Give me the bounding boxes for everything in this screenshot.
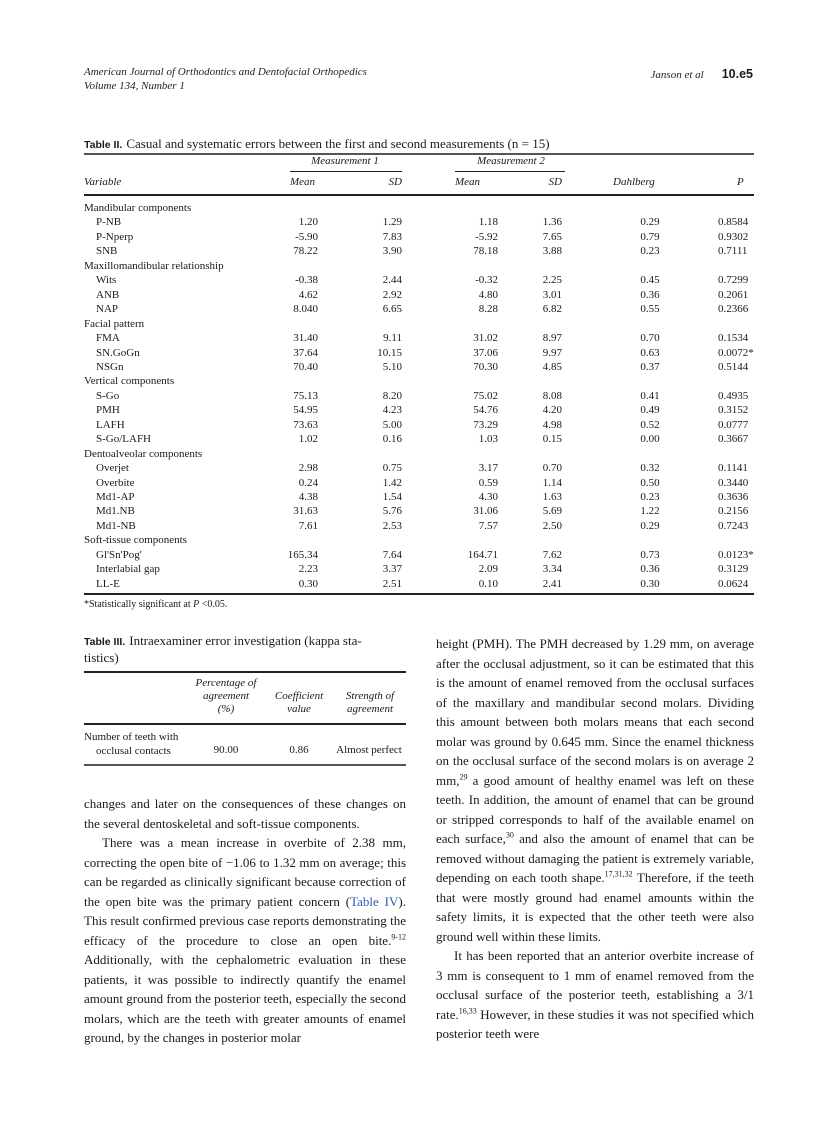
table2-cell-dahlberg: 0.49 <box>640 404 660 417</box>
table2-cell-dahlberg: 0.23 <box>640 491 660 503</box>
table2-cell-p: 0.1534 <box>718 332 749 345</box>
table2-cell-sd2: 2.50 <box>542 519 562 532</box>
table2-cell-p: 0.7111 <box>718 245 748 258</box>
table3-caption-line1: Intraexaminer error investigation (kappa sta- <box>129 633 362 648</box>
p2-text-b: ). This result confirmed previous case reports demonstrating the efficacy of the procedure to close an open bite. <box>84 893 406 948</box>
table2-group-m1: Measurement 1 <box>311 155 379 167</box>
table2-cell-mean1: 37.64 <box>293 346 318 359</box>
table2-variable: NAP <box>96 303 119 316</box>
table2-cell-sd2: 3.01 <box>542 288 562 301</box>
table2-variable: SNB <box>96 245 118 258</box>
citation-29[interactable]: 29 <box>459 772 468 782</box>
row-label-line2: occlusal contacts <box>96 745 171 757</box>
table2-group-m1-rule <box>290 171 402 172</box>
pct-line1: Percentage of <box>195 677 257 689</box>
table2-cell-dahlberg: 0.52 <box>640 418 660 431</box>
table2-cell-mean2: 1.03 <box>478 433 498 446</box>
table2-cell-sd2: 4.85 <box>542 360 562 373</box>
col-header-variable: Variable <box>84 176 122 188</box>
table2-cell-sd1: 10.15 <box>377 346 402 359</box>
table2-cell-sd1: 6.65 <box>382 303 402 316</box>
table2-group-m2: Measurement 2 <box>477 155 545 167</box>
table2-cell-p: 0.8584 <box>718 216 749 229</box>
table2-cell-sd1: 4.23 <box>382 404 402 417</box>
table2-cell-sd1: 1.29 <box>382 216 402 229</box>
right-column-text <box>436 634 754 1044</box>
table2-cell-mean1: 31.63 <box>293 505 318 518</box>
table2-cell-p: 0.3636 <box>718 491 749 503</box>
table2-cell-mean2: 164.71 <box>467 548 498 561</box>
table2-cell-sd2: 8.08 <box>542 389 562 402</box>
table2-cell-dahlberg: 0.30 <box>640 577 660 590</box>
table2-cell-sd2: 0.15 <box>542 433 562 446</box>
table2-cell-sd1: 2.53 <box>382 519 402 532</box>
table2-cell-sd2: 7.65 <box>542 230 562 243</box>
table2-cell-sd1: 2.51 <box>382 577 402 590</box>
table2-cell-dahlberg: 0.70 <box>640 332 660 345</box>
table2-variable: Md1-AP <box>96 491 135 503</box>
table-iv-link[interactable]: Table IV <box>350 893 399 909</box>
table2-footnote <box>84 599 227 610</box>
citation-16-33[interactable]: 16,33 <box>458 1006 477 1016</box>
table2-cell-mean1: 73.63 <box>293 418 318 431</box>
table2-cell-mean1: -0.38 <box>295 274 318 287</box>
table2-cell-p: 0.9302 <box>718 230 749 243</box>
table2-variable: NSGn <box>96 360 124 373</box>
table2-cell-dahlberg: 0.29 <box>640 519 660 532</box>
strength-line2: agreement <box>346 703 394 715</box>
table2-cell-mean2: 54.76 <box>473 404 498 417</box>
table2-cell-p: 0.0123* <box>718 548 754 561</box>
table2-variable: P-NB <box>96 216 122 229</box>
table2-cell-mean1: 1.20 <box>298 216 318 229</box>
table3-top-rule <box>84 671 406 673</box>
table2-variable: Overjet <box>96 462 129 475</box>
page-number: 10.e5 <box>721 67 753 81</box>
table2-group-label: Maxillomandibular relationship <box>84 259 224 272</box>
table2-cell-mean2: 4.80 <box>478 288 498 301</box>
table2-top-rule <box>84 153 754 155</box>
table2-cell-mean1: 70.40 <box>293 360 318 373</box>
table2-cell-p: 0.1141 <box>718 462 748 475</box>
table3-header-rule <box>84 723 406 725</box>
table3-strength-value: Almost perfect <box>336 744 402 756</box>
row-label-line1: Number of teeth with <box>84 731 179 743</box>
coef-line2: value <box>287 703 311 715</box>
table2-cell-sd1: 7.83 <box>382 230 402 243</box>
table2-group-label: Vertical components <box>84 375 175 388</box>
rp1-text-b: a good amount of healthy enamel was left on these teeth. In addition, the amount of enamel that can be ground or stripped corresponds to half of the available enamel on each surface, <box>436 772 754 846</box>
footnote-text: *Statistically significant at <box>84 599 194 610</box>
table2-cell-mean2: -5.92 <box>475 230 498 243</box>
table2-cell-p: 0.3129 <box>718 563 749 576</box>
col-header-dahlberg: Dahlberg <box>613 176 655 188</box>
table2-cell-sd2: 1.36 <box>542 216 562 229</box>
table2-cell-p: 0.3152 <box>718 404 749 417</box>
table2-variable: PMH <box>96 404 120 417</box>
rp1-text-d: Therefore, if the teeth that were mostly ground had enamel amounts within the safety limits, it is expected that the other teeth were also ground well within these limits. <box>436 870 754 944</box>
table2-cell-sd2: 6.82 <box>542 303 562 316</box>
table2-cell-sd1: 3.37 <box>382 563 402 576</box>
table3-bottom-rule <box>84 764 406 766</box>
table2-cell-mean2: 78.18 <box>473 245 498 258</box>
table3-caption <box>84 633 410 666</box>
table2-cell-sd2: 0.70 <box>542 462 562 475</box>
table2-cell-sd1: 2.92 <box>382 288 402 301</box>
table2-cell-dahlberg: 0.00 <box>640 433 660 446</box>
table2-cell-mean2: 8.28 <box>478 303 498 316</box>
table2-cell-p: 0.0777 <box>718 418 749 431</box>
coef-line1: Coefficient <box>274 690 324 702</box>
table2-cell-sd2: 3.88 <box>542 245 562 258</box>
table3-pct-value: 90.00 <box>213 744 239 756</box>
table2-cell-dahlberg: 0.79 <box>640 230 660 243</box>
table2-cell-p: 0.3667 <box>718 433 749 446</box>
table2-cell-sd1: 5.10 <box>382 360 402 373</box>
table2-cell-dahlberg: 0.32 <box>640 462 660 475</box>
table2-cell-dahlberg: 0.55 <box>640 303 660 316</box>
pct-line2: agreement <box>202 690 250 702</box>
table2-cell-mean1: 4.62 <box>298 288 318 301</box>
table2-group-label: Facial pattern <box>84 317 145 330</box>
table2-cell-mean2: 2.09 <box>478 563 498 576</box>
table2-cell-p: 0.7243 <box>718 519 749 532</box>
table2-cell-mean2: 0.10 <box>478 577 498 590</box>
rp2-text-a: It has been reported that an anterior overbite increase of 3 mm is consequent to 1 mm of enamel removed from the occlusal surface of the posterior teeth, establishing a 3/1 rate. <box>436 948 754 1022</box>
table2-caption-text: Casual and systematic errors between the first and second measurements (n = 15) <box>126 136 550 151</box>
strength-line1: Strength of <box>345 690 395 702</box>
table2-cell-mean2: 4.30 <box>478 491 498 503</box>
table2-cell-mean2: 75.02 <box>473 389 498 402</box>
table2-label: Table II. <box>84 139 123 151</box>
table2-variable: S-Go <box>96 389 120 402</box>
table2-cell-sd1: 2.44 <box>382 274 402 287</box>
p2-text-a: There was a mean increase in overbite of 2.38 mm, correcting the open bite of −1.06 to 1.32 mm on average; this can be regarded as clinically significant because correction of the open bite was the primary patient concern ( <box>84 835 406 909</box>
left-column-text <box>84 794 406 1048</box>
table2-variable: Overbite <box>96 476 135 489</box>
table2-cell-mean1: 4.38 <box>298 491 318 503</box>
col-header-p: P <box>737 176 744 188</box>
table2-cell-mean1: 0.30 <box>298 577 318 590</box>
table2-caption <box>84 135 550 153</box>
table2-cell-sd2: 4.98 <box>542 418 562 431</box>
col-header-sd1: SD <box>388 176 402 188</box>
table2-cell-p: 0.0624 <box>718 577 749 590</box>
table2-cell-mean1: 2.98 <box>298 462 318 475</box>
col-header-sd2: SD <box>548 176 562 188</box>
table2-cell-sd2: 8.97 <box>542 332 562 345</box>
table2-cell-mean2: 1.18 <box>478 216 498 229</box>
table2-cell-sd1: 7.64 <box>382 548 402 561</box>
table2-cell-sd2: 5.69 <box>542 505 562 518</box>
table3-caption-line2: tistics) <box>84 650 119 665</box>
table2-cell-dahlberg: 0.36 <box>640 563 660 576</box>
table2-cell-mean2: 37.06 <box>473 346 498 359</box>
footnote-suffix: <0.05. <box>199 599 228 610</box>
table2-cell-dahlberg: 0.29 <box>640 216 660 229</box>
table2-cell-p: 0.3440 <box>718 476 749 489</box>
table2-cell-mean1: 8.040 <box>293 303 318 316</box>
table2-cell-sd2: 1.63 <box>542 491 562 503</box>
table2-cell-mean1: 165.34 <box>287 548 318 561</box>
table2-cell-sd1: 8.20 <box>382 389 402 402</box>
table2-cell-sd1: 5.00 <box>382 418 402 431</box>
table2-cell-mean2: 31.02 <box>473 332 498 345</box>
table2-cell-p: 0.5144 <box>718 360 749 373</box>
table3-coef-value: 0.86 <box>289 744 309 756</box>
table3-col-pct <box>186 677 266 716</box>
col-header-mean2: Mean <box>455 176 481 188</box>
table2-group-m2-rule <box>455 171 565 172</box>
right-paragraph-2 <box>436 946 754 1044</box>
table2-variable: LAFH <box>96 418 125 431</box>
table2-cell-dahlberg: 0.50 <box>640 476 660 489</box>
table2-cell-sd2: 3.34 <box>542 563 562 576</box>
rp2-text-b: However, in these studies it was not specified which posterior teeth were <box>436 1006 754 1041</box>
right-paragraph-1 <box>436 634 754 946</box>
authors: Janson et al <box>650 69 704 81</box>
table2-cell-sd1: 5.76 <box>382 505 402 518</box>
table2-cell-p: 0.0072* <box>718 346 754 359</box>
table2-cell-mean2: 7.57 <box>478 519 498 532</box>
table3-col-strength <box>334 690 406 716</box>
col-header-mean1: Mean <box>290 176 316 188</box>
p2-text-c: Additionally, with the cephalometric evaluation in these patients, it was possible to indirectly quantify the enamel amount ground from the posterior teeth, especially the second molars, which are the teeth with greater amounts of enamel ground, by the changes in posterior molar <box>84 952 406 1045</box>
table2-variable: S-Go/LAFH <box>96 433 152 446</box>
table2-variable: P-Nperp <box>96 230 134 243</box>
table2-variable: SN.GoGn <box>96 346 140 359</box>
pct-line3: (%) <box>217 703 235 715</box>
table2-cell-dahlberg: 0.73 <box>640 548 660 561</box>
table2-cell-mean2: 3.17 <box>478 462 498 475</box>
table2-variable: ANB <box>96 288 120 301</box>
table2-bottom-rule <box>84 593 754 595</box>
table2-cell-sd1: 3.90 <box>382 245 402 258</box>
table2-cell-mean2: 73.29 <box>473 418 498 431</box>
page-header-right <box>651 65 753 83</box>
table2-cell-dahlberg: 0.36 <box>640 288 660 301</box>
table2-cell-sd2: 4.20 <box>542 404 562 417</box>
table2-cell-sd2: 2.25 <box>542 274 562 287</box>
table2-cell-sd2: 2.41 <box>542 577 562 590</box>
table2-variable: Md1.NB <box>96 505 135 518</box>
footnote-p: P <box>193 599 200 610</box>
table2-cell-sd2: 1.14 <box>542 476 562 489</box>
citation-17-31-32[interactable]: 17,31,32 <box>604 869 633 879</box>
table2-cell-p: 0.2366 <box>718 303 749 316</box>
table2-variable: FMA <box>96 332 120 345</box>
left-paragraph-1: changes and later on the consequences of these changes on the several dentoskeletal and soft-tissue components. <box>84 796 406 831</box>
table2-cell-mean2: 70.30 <box>473 360 498 373</box>
table2-variable: Gl'Sn'Pog' <box>96 548 142 561</box>
table2-cell-dahlberg: 1.22 <box>640 505 660 518</box>
table2-cell-mean1: -5.90 <box>295 230 318 243</box>
table2-cell-sd1: 9.11 <box>383 332 402 345</box>
table2-cell-p: 0.2156 <box>718 505 749 518</box>
table2-variable: Interlabial gap <box>96 563 160 576</box>
table2-cell-dahlberg: 0.41 <box>640 389 660 402</box>
table2-cell-dahlberg: 0.63 <box>640 346 660 359</box>
citation-9-12[interactable]: 9-12 <box>391 932 406 942</box>
table2-cell-sd1: 0.75 <box>382 462 402 475</box>
table2-variable: Wits <box>96 274 117 287</box>
table2-variable: Md1-NB <box>96 519 136 532</box>
table2-cell-mean1: 54.95 <box>293 404 318 417</box>
table2-cell-mean1: 78.22 <box>293 245 318 258</box>
table2-cell-mean1: 31.40 <box>293 332 318 345</box>
table2-group-label: Mandibular components <box>84 202 192 214</box>
table2-cell-mean1: 75.13 <box>293 389 318 402</box>
table3-row-label <box>84 730 178 758</box>
table2-cell-p: 0.4935 <box>718 389 749 402</box>
table2-cell-sd2: 9.97 <box>542 346 562 359</box>
table3-label: Table III. <box>84 636 126 648</box>
table2-cell-mean2: 31.06 <box>473 505 498 518</box>
table2-cell-p: 0.2061 <box>718 288 749 301</box>
table2-cell-sd1: 0.16 <box>382 433 402 446</box>
left-paragraph-2 <box>84 833 406 1048</box>
table2-cell-mean1: 2.23 <box>298 563 318 576</box>
rp1-text-c: and also the amount of enamel that can be removed without damaging the patient is extremely variable, depending on each tooth shape. <box>436 831 754 885</box>
volume-info: Volume 134, Number 1 <box>84 80 185 92</box>
table2-cell-mean2: 0.59 <box>478 476 498 489</box>
table2-cell-p: 0.7299 <box>718 274 749 287</box>
rp1-text-a: height (PMH). The PMH decreased by 1.29 mm, on average after the occlusal adjustment, so it can be estimated that this is the amount of enamel removed from the occlusal surfaces of the maxillary and mandibular second molars. Dividing this amount between both molars means that each second molar was ground by 0.645 mm. Since the enamel thickness on the occlusal surface of the second molars is on average 2 mm, <box>436 636 754 788</box>
table2-group-label: Dentoalveolar components <box>84 447 203 460</box>
table2-header-rule <box>84 194 754 196</box>
table2-variable: LL-E <box>96 577 120 590</box>
table2-cell-dahlberg: 0.23 <box>640 245 660 258</box>
table2-cell-dahlberg: 0.37 <box>640 360 660 373</box>
table2-cell-mean2: -0.32 <box>475 274 498 287</box>
table2-cell-mean1: 1.02 <box>298 433 318 446</box>
table2-cell-sd1: 1.42 <box>382 476 402 489</box>
journal-title: American Journal of Orthodontics and Dentofacial Orthopedics <box>84 66 367 78</box>
citation-30[interactable]: 30 <box>505 830 514 840</box>
table2-cell-dahlberg: 0.45 <box>640 274 660 287</box>
table2-cell-sd1: 1.54 <box>382 491 402 503</box>
table2-group-label: Soft-tissue components <box>84 534 187 547</box>
table2-cell-sd2: 7.62 <box>542 548 562 561</box>
table3-col-coef <box>266 690 332 716</box>
table2-cell-mean1: 0.24 <box>298 476 318 489</box>
table2-cell-mean1: 7.61 <box>298 519 318 532</box>
